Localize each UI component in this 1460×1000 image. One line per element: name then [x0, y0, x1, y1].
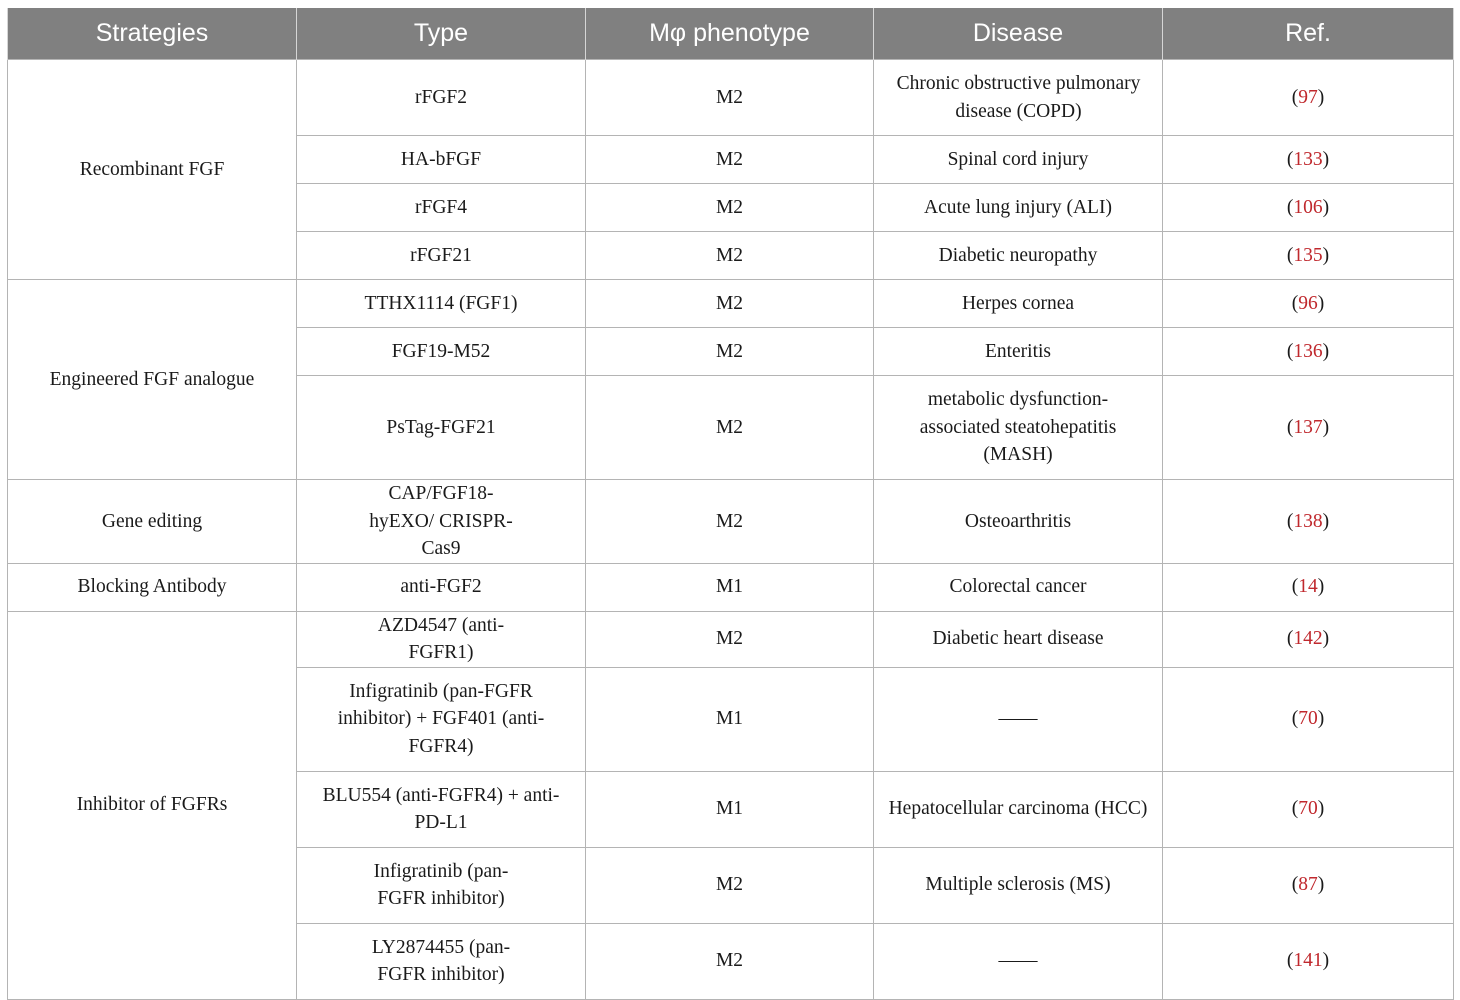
paren-close: ): [1322, 628, 1330, 650]
paren-open: (: [1286, 416, 1294, 438]
phenotype-cell-text: M2: [715, 148, 744, 170]
phenotype-cell-text: M2: [715, 196, 744, 218]
phenotype-cell-text: M2: [715, 874, 744, 896]
phenotype-cell: [586, 923, 874, 999]
disease-cell-text: Diabetic heart disease: [932, 628, 1104, 650]
disease-cell: [874, 771, 1163, 847]
table-row: [8, 60, 1454, 136]
header-strategies: Strategies: [8, 8, 297, 60]
ref-cell: [1163, 923, 1454, 999]
phenotype-cell: [586, 847, 874, 923]
type-cell-text: PsTag-FGF21: [386, 416, 496, 438]
paren-close: ): [1317, 576, 1325, 598]
phenotype-cell-text: M1: [715, 798, 744, 820]
phenotype-cell: [586, 60, 874, 136]
ref-cell: [1163, 60, 1454, 136]
phenotype-cell-text: M2: [715, 340, 744, 362]
ref-link[interactable]: 14: [1298, 576, 1318, 598]
phenotype-cell: [586, 771, 874, 847]
ref-link[interactable]: 106: [1293, 196, 1323, 218]
paren-close: ): [1322, 950, 1330, 972]
ref-cell: [1163, 480, 1454, 564]
phenotype-cell-text: M2: [715, 628, 744, 650]
ref-link[interactable]: 135: [1293, 244, 1323, 266]
paren-open: (: [1286, 340, 1294, 362]
type-cell: [297, 280, 586, 328]
disease-cell: [874, 480, 1163, 564]
disease-cell: [874, 136, 1163, 184]
type-cell-text: anti-FGF2: [400, 576, 482, 598]
paren-close: ): [1317, 708, 1325, 730]
disease-cell-text: Enteritis: [984, 340, 1052, 362]
disease-cell-text: Colorectal cancer: [949, 576, 1087, 598]
ref-cell: [1163, 847, 1454, 923]
disease-cell: [874, 667, 1163, 771]
paren-open: (: [1291, 708, 1299, 730]
type-cell: [297, 60, 586, 136]
phenotype-cell: [586, 480, 874, 564]
strategy-cell: Blocking Antibody: [8, 563, 297, 611]
paren-close: ): [1322, 196, 1330, 218]
paren-close: ): [1317, 798, 1325, 820]
type-cell-text: CAP/FGF18-hyEXO/ CRISPR-Cas9: [369, 483, 513, 559]
disease-cell: [874, 184, 1163, 232]
disease-cell: [874, 847, 1163, 923]
phenotype-cell-text: M1: [715, 708, 744, 730]
phenotype-cell-text: M2: [715, 950, 744, 972]
ref-link[interactable]: 137: [1293, 416, 1323, 438]
type-cell-text: FGF19-M52: [391, 340, 491, 362]
disease-cell-text: Spinal cord injury: [947, 148, 1089, 170]
type-cell: [297, 184, 586, 232]
type-cell: [297, 376, 586, 480]
ref-link[interactable]: 142: [1293, 628, 1323, 650]
disease-cell-text: Hepatocellular carcinoma (HCC): [888, 798, 1148, 820]
disease-cell-text: Osteoarthritis: [964, 510, 1072, 532]
strategy-cell: Engineered FGF analogue: [8, 280, 297, 480]
paren-open: (: [1286, 628, 1294, 650]
ref-cell: [1163, 376, 1454, 480]
disease-cell-text: Diabetic neuropathy: [938, 244, 1098, 266]
table-row: [8, 280, 1454, 328]
ref-cell: [1163, 563, 1454, 611]
ref-cell: [1163, 328, 1454, 376]
phenotype-cell: [586, 667, 874, 771]
paren-close: ): [1317, 874, 1325, 896]
ref-cell: [1163, 136, 1454, 184]
paren-open: (: [1291, 86, 1299, 108]
type-cell: [297, 847, 586, 923]
ref-cell: [1163, 184, 1454, 232]
phenotype-cell: [586, 136, 874, 184]
disease-cell-text: Chronic obstructive pulmonary disease (COPD): [896, 73, 1141, 122]
disease-cell: [874, 328, 1163, 376]
phenotype-cell-text: M2: [715, 416, 744, 438]
paren-open: (: [1291, 292, 1299, 314]
table-row: [8, 480, 1454, 564]
header-ref: Ref.: [1163, 8, 1454, 60]
paren-close: ): [1322, 340, 1330, 362]
type-cell-text: LY2874455 (pan-FGFR inhibitor): [371, 936, 511, 985]
table-header: [8, 8, 1454, 60]
disease-cell-text: Acute lung injury (ALI): [924, 196, 1112, 218]
phenotype-cell-text: M2: [715, 510, 744, 532]
type-cell: [297, 667, 586, 771]
ref-link[interactable]: 136: [1293, 340, 1323, 362]
paren-close: ): [1322, 416, 1330, 438]
paren-close: ): [1322, 244, 1330, 266]
phenotype-cell: [586, 376, 874, 480]
ref-link[interactable]: 96: [1298, 292, 1318, 314]
disease-cell: [874, 60, 1163, 136]
header-type: Type: [297, 8, 586, 60]
paren-open: (: [1286, 950, 1294, 972]
disease-cell-text: ——: [998, 950, 1038, 972]
table-body: [8, 60, 1454, 1000]
paren-open: (: [1286, 244, 1294, 266]
type-cell-text: rFGF21: [410, 244, 472, 266]
ref-cell: [1163, 611, 1454, 667]
ref-link[interactable]: 87: [1298, 874, 1318, 896]
phenotype-cell-text: M1: [715, 576, 744, 598]
phenotype-cell: [586, 563, 874, 611]
phenotype-cell-text: M2: [715, 244, 744, 266]
paren-close: ): [1322, 148, 1330, 170]
table-row: [8, 611, 1454, 667]
paren-open: (: [1291, 576, 1299, 598]
type-cell: [297, 611, 586, 667]
type-cell-text: Infigratinib (pan-FGFR inhibitor): [373, 860, 509, 909]
type-cell: [297, 328, 586, 376]
type-cell-text: rFGF2: [414, 86, 468, 108]
paren-open: (: [1286, 148, 1294, 170]
disease-cell: [874, 611, 1163, 667]
disease-cell-text: metabolic dysfunction-associated steatohepatitis (MASH): [919, 389, 1117, 466]
type-cell: [297, 771, 586, 847]
ref-cell: [1163, 771, 1454, 847]
paren-close: ): [1317, 292, 1325, 314]
paren-open: (: [1286, 510, 1294, 532]
header-disease: Disease: [874, 8, 1163, 60]
strategy-cell: Gene editing: [8, 480, 297, 564]
type-cell-text: Infigratinib (pan-FGFR inhibitor) + FGF401 (anti-FGFR4): [337, 680, 545, 757]
ref-link[interactable]: 138: [1293, 510, 1323, 532]
type-cell-text: TTHX1114 (FGF1): [364, 292, 518, 314]
header-row: [8, 8, 1454, 60]
type-cell: [297, 480, 586, 564]
type-cell: [297, 923, 586, 999]
disease-cell: [874, 376, 1163, 480]
type-cell: [297, 136, 586, 184]
ref-link[interactable]: 133: [1293, 148, 1323, 170]
type-cell-text: BLU554 (anti-FGFR4) + anti-PD-L1: [322, 784, 560, 833]
ref-link[interactable]: 141: [1293, 950, 1323, 972]
disease-cell: [874, 232, 1163, 280]
paren-open: (: [1291, 798, 1299, 820]
disease-cell: [874, 923, 1163, 999]
disease-cell-text: Multiple sclerosis (MS): [925, 874, 1111, 896]
ref-link[interactable]: 70: [1298, 708, 1318, 730]
type-cell-text: AZD4547 (anti-FGFR1): [377, 614, 505, 663]
ref-cell: [1163, 280, 1454, 328]
disease-cell-text: ——: [998, 708, 1038, 730]
ref-link[interactable]: 70: [1298, 798, 1318, 820]
phenotype-cell: [586, 280, 874, 328]
ref-cell: [1163, 667, 1454, 771]
header-phenotype: Mφ phenotype: [586, 8, 874, 60]
strategy-cell: Recombinant FGF: [8, 60, 297, 280]
phenotype-cell: [586, 328, 874, 376]
phenotype-cell: [586, 611, 874, 667]
type-cell: [297, 563, 586, 611]
disease-cell: [874, 563, 1163, 611]
type-cell: [297, 232, 586, 280]
phenotype-cell-text: M2: [715, 86, 744, 108]
ref-cell: [1163, 232, 1454, 280]
phenotype-cell: [586, 184, 874, 232]
paren-open: (: [1286, 196, 1294, 218]
paren-open: (: [1291, 874, 1299, 896]
paren-close: ): [1322, 510, 1330, 532]
phenotype-cell-text: M2: [715, 292, 744, 314]
disease-cell: [874, 280, 1163, 328]
table-row: [8, 563, 1454, 611]
type-cell-text: rFGF4: [414, 196, 468, 218]
strategies-table: [7, 8, 1454, 1000]
phenotype-cell: [586, 232, 874, 280]
paren-close: ): [1317, 86, 1325, 108]
disease-cell-text: Herpes cornea: [961, 292, 1075, 314]
strategy-cell: Inhibitor of FGFRs: [8, 611, 297, 999]
ref-link[interactable]: 97: [1298, 86, 1318, 108]
type-cell-text: HA-bFGF: [400, 148, 482, 170]
